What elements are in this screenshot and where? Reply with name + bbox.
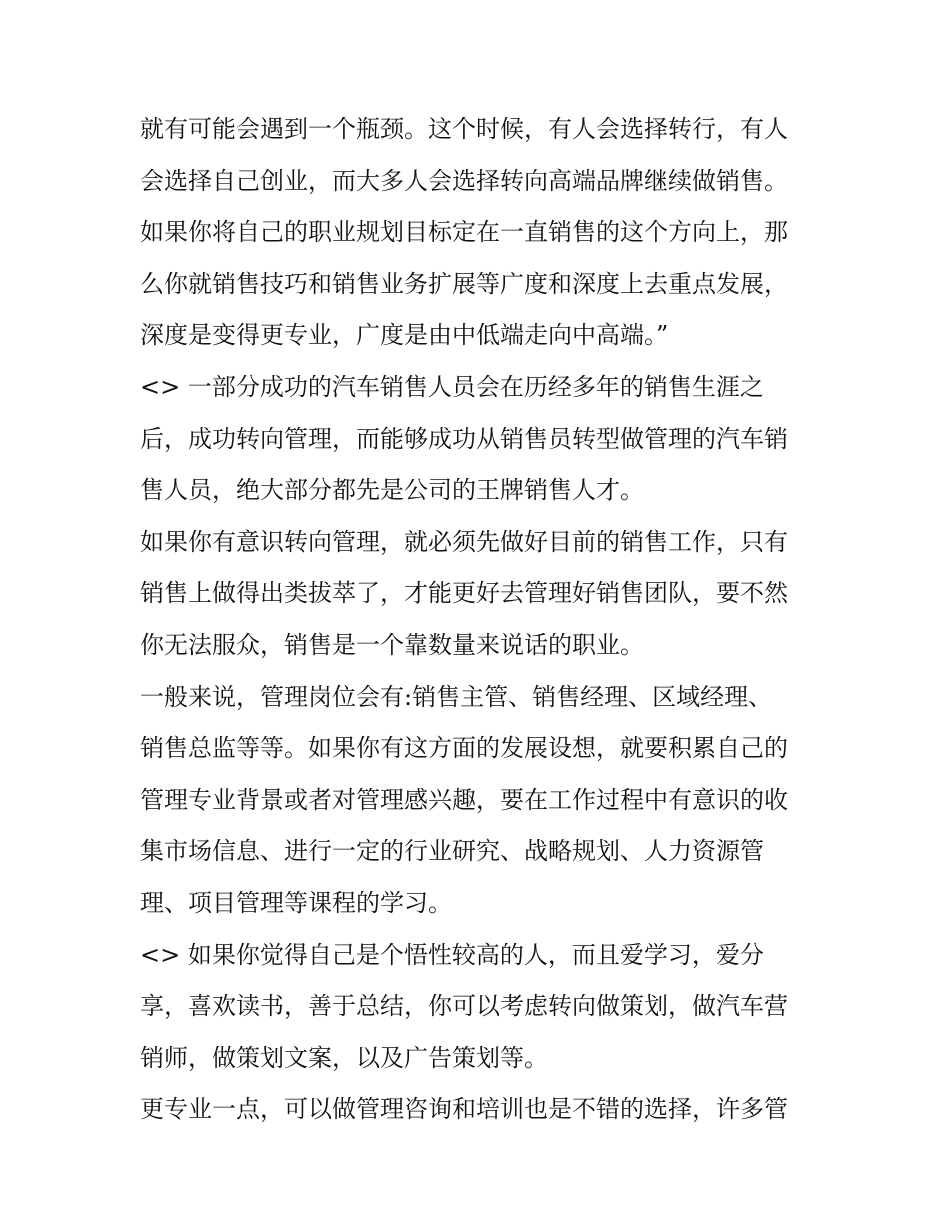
text-line: 一般来说，管理岗位会有:销售主管、销售经理、区域经理、 <box>140 682 773 711</box>
text-line: 如果你将自己的职业规划目标定在一直销售的这个方向上，那 <box>140 218 788 247</box>
text-line: <> 一部分成功的汽车销售人员会在历经多年的销售生涯之 <box>140 372 764 401</box>
text-line: 管理专业背景或者对管理感兴趣，要在工作过程中有意识的收 <box>140 785 788 814</box>
text-line: 享，喜欢读书，善于总结，你可以考虑转向做策划，做汽车营 <box>140 992 788 1021</box>
text-line: <> 如果你觉得自己是个悟性较高的人，而且爱学习，爱分 <box>140 940 764 969</box>
text-line: 销售上做得出类拔萃了，才能更好去管理好销售团队，要不然 <box>140 579 788 608</box>
text-line: 就有可能会遇到一个瓶颈。这个时候，有人会选择转行，有人 <box>140 115 788 143</box>
text-line: 售人员，绝大部分都先是公司的王牌销售人才。 <box>140 476 644 505</box>
text-line: 集市场信息、进行一定的行业研究、战略规划、人力资源管 <box>140 837 764 866</box>
text-line: 销售总监等等。如果你有这方面的发展设想，就要积累自己的 <box>140 734 788 763</box>
body-text <box>140 104 830 1136</box>
text-line: 理、项目管理等课程的学习。 <box>140 888 452 917</box>
text-line: 后，成功转向管理，而能够成功从销售员转型做管理的汽车销 <box>140 424 788 453</box>
text-line: 会选择自己创业，而大多人会选择转向高端品牌继续做销售。 <box>140 166 788 195</box>
text-line: 更专业一点，可以做管理咨询和培训也是不错的选择，许多管 <box>140 1095 788 1124</box>
text-line: 销师，做策划文案，以及广告策划等。 <box>140 1043 548 1072</box>
text-line: 么你就销售技巧和销售业务扩展等广度和深度上去重点发展， <box>140 269 788 298</box>
text-line: 你无法服众，销售是一个靠数量来说话的职业。 <box>140 630 644 659</box>
text-line: 如果你有意识转向管理，就必须先做好目前的销售工作，只有 <box>140 527 788 556</box>
text-line: 深度是变得更专业，广度是由中低端走向中高端。” <box>140 321 669 350</box>
